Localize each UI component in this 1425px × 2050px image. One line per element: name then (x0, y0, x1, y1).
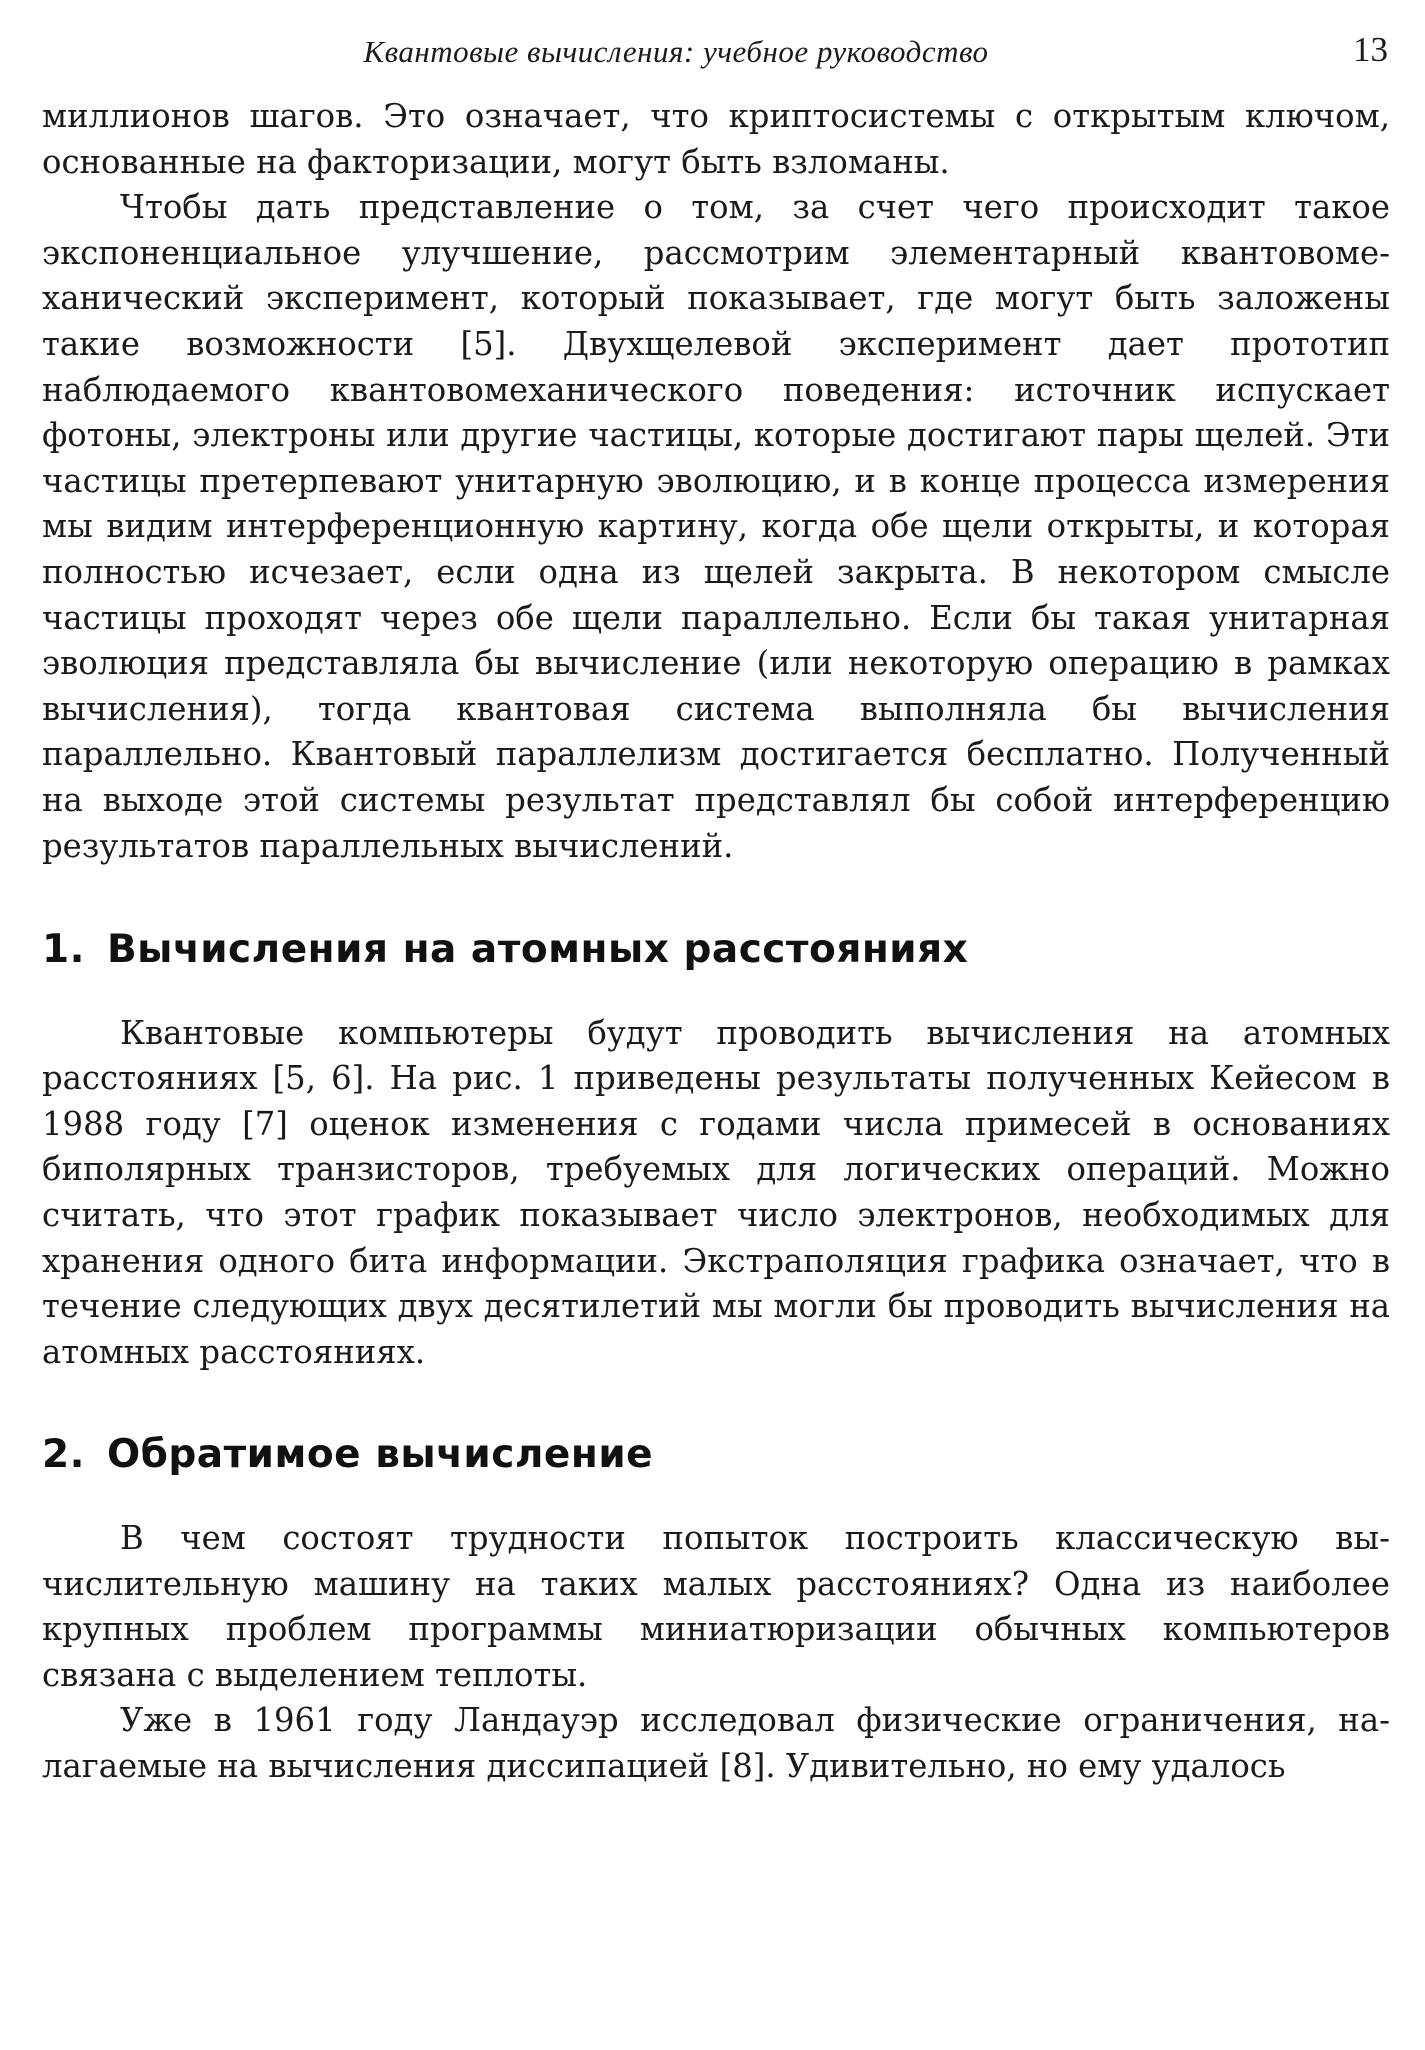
intro-paragraph-2: Чтобы дать представление о том, за счет чего происходит такое экспоненциальное улучшение, рассмотрим элементарный квантовомеханический эксперимент, который показывает, где могут быть заложены такие возможности [5]. Двухщелевой эксперимент дает прототип наблюдаемого квантовомеханического поведения: источник испускает фотоны, электроны или другие частицы, которые достигают пары щелей. Эти частицы претерпевают унитарную эволюцию, и в конце процесса измерения мы видим интерференционную картину, когда обе щели открыты, и которая полностью исчезает, если одна из щелей закрыта. В некотором смысле частицы проходят через обе щели параллельно. Если бы такая унитарная эволюция представляла бы вычисление (или некоторую операцию в рамках вычисления), тогда квантовая система выполняла бы вычисления параллельно. Квантовый параллелизм достигается бесплатно. Полученный на выходе этой системы результат представлял бы собой интерференцию результатов параллельных вычислений. (42, 188, 1390, 865)
document-page (42, 30, 1390, 2030)
section-1-paragraph-1: Квантовые компьютеры будут проводить вычисления на атомных расстояниях [5, 6]. На рис. 1 приведены результаты полученных Кейесом в 1988 году [7] оценок изменения с годами числа примесей в основаниях биполярных транзисторов, требуемых для логических операций. Можно считать, что этот график показывает число электронов, необходимых для хранения одного бита информации. Экстраполяция графика означает, что в течение следующих двух десятилетий мы могли бы проводить вычисления на атомных расстояниях. (42, 1013, 1390, 1371)
section-1-number: 1. (42, 927, 85, 973)
body-text (42, 94, 1390, 1790)
section-1-title: Вычисления на атомных расстояниях (106, 927, 969, 973)
page-number: 13 (1353, 30, 1388, 69)
section-2-number: 2. (42, 1432, 85, 1478)
section-1-heading (42, 927, 1390, 973)
section-2-paragraph-2: Уже в 1961 году Ландауэр исследовал физические ограничения, налагаемые на вычисления диссипацией [8]. Удивительно, но ему удалось (42, 1701, 1390, 1785)
running-head-title: Квантовые вычисления: учебное руководство (363, 34, 989, 69)
section-2-title: Обратимое вычисление (106, 1432, 654, 1478)
intro-paragraph-1: миллионов шагов. Это означает, что криптосистемы с открытым ключом, основанные на факторизации, могут быть взломаны. (42, 97, 1390, 181)
section-2-heading (42, 1432, 1390, 1478)
running-header (42, 30, 1390, 80)
section-2-paragraph-1: В чем состоят трудности попыток построить классическую вычислительную машину на таких малых расстояниях? Одна из наиболее крупных проблем программы миниатюризации обычных компьютеров связана с выделением теплоты. (42, 1519, 1390, 1694)
